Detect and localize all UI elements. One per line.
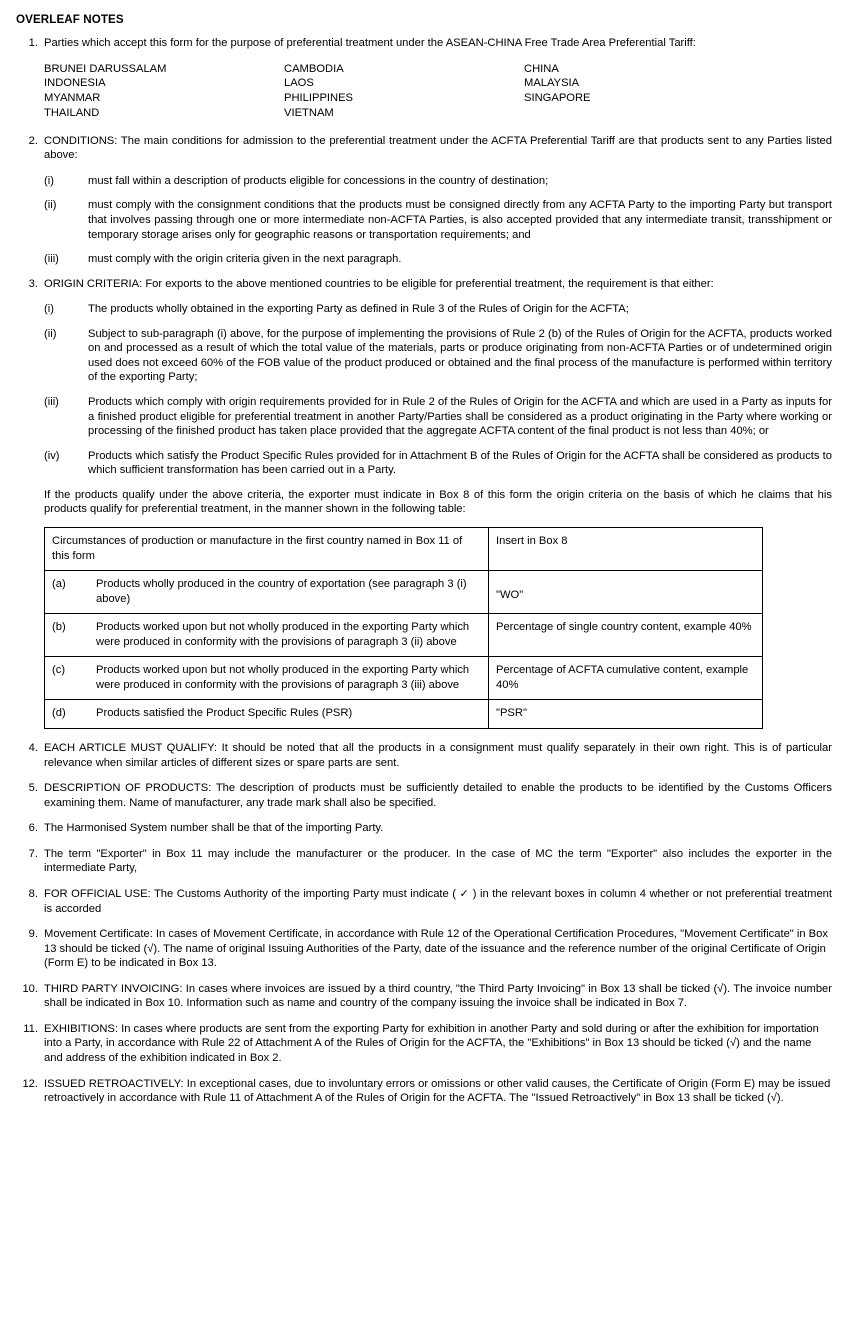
- note-number: 12.: [22, 1077, 38, 1090]
- sub-marker: (ii): [44, 327, 57, 340]
- note-text: ORIGIN CRITERIA: For exports to the above mentioned countries to be eligible for preferential treatment, the requirement is that either:: [44, 277, 714, 290]
- origin-closing-paragraph: If the products qualify under the above criteria, the exporter must indicate in Box 8 of this form the origin criteria on the basis of which he claims that his products qualify for preferential treatment, in the manner shown in the following table:: [44, 488, 832, 516]
- row-circumstances: [45, 614, 489, 657]
- row-circumstances: [45, 657, 489, 700]
- note-item-12: [0, 1077, 848, 1106]
- sub-text: must comply with the origin criteria given in the next paragraph.: [88, 253, 402, 266]
- sub-marker: (iii): [44, 396, 59, 408]
- country-row: [44, 76, 848, 91]
- table-row: [45, 700, 763, 729]
- table-header-circumstances: [45, 527, 489, 570]
- row-content: [52, 620, 481, 649]
- row-insert: "WO": [489, 571, 763, 614]
- country-name: SINGAPORE: [524, 92, 591, 105]
- country-row: [44, 91, 848, 106]
- note-number: 10.: [22, 982, 38, 995]
- note-item-4: [0, 741, 848, 770]
- note-number: 5.: [28, 782, 38, 795]
- origin-criteria-table: [44, 527, 763, 729]
- note-text: FOR OFFICIAL USE: The Customs Authority of the importing Party must indicate ( ✓ ) in the relevant boxes in column 4 whether or not preferential treatment is accorded: [44, 887, 832, 915]
- sub-text: must comply with the consignment conditions that the products must be consigned directly from any ACFTA Party to the importing Party but transport that involves passing through one or more intermediate non-ACFTA Parties, is also accepted provided that any intermediate transit, transshipment or temporary storage arises only for geographic reasons or transportation requirements; and: [88, 199, 832, 241]
- sub-text: Subject to sub-paragraph (i) above, for the purpose of implementing the provisions of Rule 2 (b) of the Rules of Origin for the ACFTA, products worked on and processed as a result of which the total value of the materials, parts or produce originating from non-ACFTA Parties or of undetermined origin used does not exceed 60% of the FOB value of the product produced or obtained and the final process of the manufacture is performed within territory of the exporting Party;: [88, 327, 832, 384]
- note-item-9: [0, 927, 848, 971]
- country-name: INDONESIA: [44, 77, 106, 90]
- sub-marker: (iii): [44, 253, 59, 266]
- notes-body: [0, 36, 848, 1117]
- note-number: 9.: [28, 928, 38, 941]
- row-text: Products worked upon but not wholly produced in the exporting Party which were produced in conformity with the provisions of paragraph 3 (ii) above: [96, 621, 470, 648]
- note-number: 2.: [28, 134, 38, 147]
- origin-sub-i: [0, 302, 848, 317]
- note-number: 11.: [23, 1022, 38, 1035]
- table-header-row: [45, 527, 763, 570]
- sub-text: The products wholly obtained in the exporting Party as defined in Rule 3 of the Rules of Origin for the ACFTA;: [88, 303, 629, 316]
- row-text: Products wholly produced in the country of exportation (see paragraph 3 (i) above): [96, 578, 467, 605]
- country-name: CHINA: [524, 62, 559, 75]
- row-label: (d): [52, 707, 66, 720]
- sub-marker: (iv): [44, 449, 60, 462]
- note-number: 6.: [28, 822, 38, 835]
- row-label: (b): [52, 621, 66, 634]
- country-name: BRUNEI DARUSSALAM: [44, 62, 167, 75]
- table-row: [45, 657, 763, 700]
- row-label: (a): [52, 578, 66, 591]
- note-text: Movement Certificate: In cases of Movement Certificate, in accordance with Rule 12 of the Operational Certification Procedures, "Movement Certificate" in Box 13 should be ticked (√). The name of original Issuing Authorities of the Party, date of the issuance and the reference number of the original Certificate of Origin (Form E) to be indicated in Box 13.: [44, 928, 828, 970]
- sub-marker: (i): [44, 303, 54, 316]
- note-number: 4.: [28, 742, 38, 754]
- note-item-11: [0, 1022, 848, 1066]
- note-text: DESCRIPTION OF PRODUCTS: The description of products must be sufficiently detailed to enable the products to be identified by the Customs Officers examining them. Name of manufacturer, any trade mark shall also be specified.: [44, 782, 832, 809]
- note-text: Parties which accept this form for the purpose of preferential treatment under the ASEAN-CHINA Free Trade Area Preferential Tariff:: [44, 37, 696, 49]
- note-number: 3.: [28, 277, 38, 290]
- row-label: (c): [52, 664, 66, 677]
- row-circumstances: [45, 700, 489, 729]
- participating-parties-list: [0, 62, 848, 121]
- row-content: [52, 663, 481, 692]
- note-item-1: [0, 36, 848, 51]
- note-item-6: [0, 821, 848, 836]
- table-row: [45, 614, 763, 657]
- note-text: ISSUED RETROACTIVELY: In exceptional cases, due to involuntary errors or omissions or other valid causes, the Certificate of Origin (Form E) may be issued retroactively in accordance with Rule 11 of Attachment A of the Rules of Origin for the ACFTA. The "Issued Retroactively" in Box 13 shall be ticked (√).: [44, 1077, 831, 1105]
- row-insert: Percentage of ACFTA cumulative content, example 40%: [489, 657, 763, 700]
- row-content: [52, 577, 481, 606]
- country-name: CAMBODIA: [284, 62, 344, 75]
- note-item-8: [0, 887, 848, 916]
- country-name: PHILIPPINES: [284, 92, 354, 105]
- note-item-7: [0, 847, 848, 876]
- page-title: OVERLEAF NOTES: [16, 13, 124, 26]
- note-item-3: [0, 277, 848, 292]
- condition-sub-ii: [0, 198, 848, 242]
- sub-marker: (ii): [44, 199, 57, 212]
- condition-sub-iii: [0, 252, 848, 267]
- country-name: MYANMAR: [44, 92, 101, 105]
- row-insert: "PSR": [489, 700, 763, 729]
- note-item-5: [0, 781, 848, 810]
- note-text: The Harmonised System number shall be that of the importing Party.: [44, 822, 384, 835]
- row-content: [52, 706, 481, 721]
- origin-sub-ii: [0, 327, 848, 385]
- note-text: CONDITIONS: The main conditions for admission to the preferential treatment under the ACFTA Preferential Tariff are that products sent to any Parties listed above:: [44, 134, 832, 162]
- note-number: 7.: [28, 847, 38, 860]
- country-row: [44, 62, 848, 77]
- row-text: Products satisfied the Product Specific Rules (PSR): [96, 707, 353, 720]
- table-header-insert: Insert in Box 8: [489, 527, 763, 570]
- sub-marker: (i): [44, 174, 54, 187]
- row-text: Products worked upon but not wholly produced in the exporting Party which were produced in conformity with the provisions of paragraph 3 (iii) above: [96, 664, 470, 691]
- country-name: LAOS: [284, 77, 314, 90]
- row-insert: Percentage of single country content, example 40%: [489, 614, 763, 657]
- country-name: VIETNAM: [284, 106, 334, 119]
- note-text: EXHIBITIONS: In cases where products are sent from the exporting Party for exhibition in another Party and sold during or after the exhibition for importation into a Party, in accordance with Rule 22 of Attachment A of the Rules of Origin for the ACFTA, the "Exhibitions" in Box 13 should be ticked (√) and the name and address of the exhibition indicated in Box 2.: [44, 1022, 819, 1064]
- note-item-2: [0, 134, 848, 163]
- note-text: The term "Exporter" in Box 11 may include the manufacturer or the producer. In the case of MC the term "Exporter" also includes the exporter in the intermediate Party,: [44, 847, 832, 875]
- country-name: MALAYSIA: [524, 77, 580, 90]
- sub-text: must fall within a description of products eligible for concessions in the country of destination;: [88, 174, 549, 187]
- origin-sub-iii: [0, 395, 848, 439]
- criteria-table-wrapper: [0, 527, 848, 729]
- note-text: EACH ARTICLE MUST QUALIFY: It should be noted that all the products in a consignment must qualify separately in their own right. This is of particular relevance when similar articles of different sizes or spare parts are sent.: [44, 742, 832, 769]
- header-text: Circumstances of production or manufacture in the first country named in Box 11 of this form: [52, 534, 463, 562]
- origin-sub-iv: [0, 449, 848, 478]
- sub-text: Products which satisfy the Product Specific Rules provided for in Attachment B of the Rules of Origin for the ACFTA shall be considered as products to which sufficient transformation has been carried out in a Party.: [88, 449, 832, 477]
- row-circumstances: [45, 571, 489, 614]
- note-number: 8.: [28, 887, 38, 900]
- condition-sub-i: [0, 174, 848, 189]
- sub-text: Products which comply with origin requirements provided for in Rule 2 of the Rules of Origin for the ACFTA and which are used in a Party as inputs for a finished product eligible for preferential treatment in another Party/Parties shall be considered as a product originating in the Party where working or processing of the finished product has taken place provided that the aggregate ACFTA content of the final product is not less than 40%; or: [88, 396, 832, 438]
- country-row: [44, 106, 848, 121]
- country-name: THAILAND: [44, 106, 100, 119]
- note-text: THIRD PARTY INVOICING: In cases where invoices are issued by a third country, "the Third Party Invoicing" in Box 13 shall be ticked (√). The invoice number shall be indicated in Box 10. Information such as name and country of the company issuing the invoice shall be indicated in Box 7.: [44, 982, 832, 1010]
- note-number: 1.: [28, 37, 38, 49]
- table-row: [45, 571, 763, 614]
- note-item-10: [0, 982, 848, 1011]
